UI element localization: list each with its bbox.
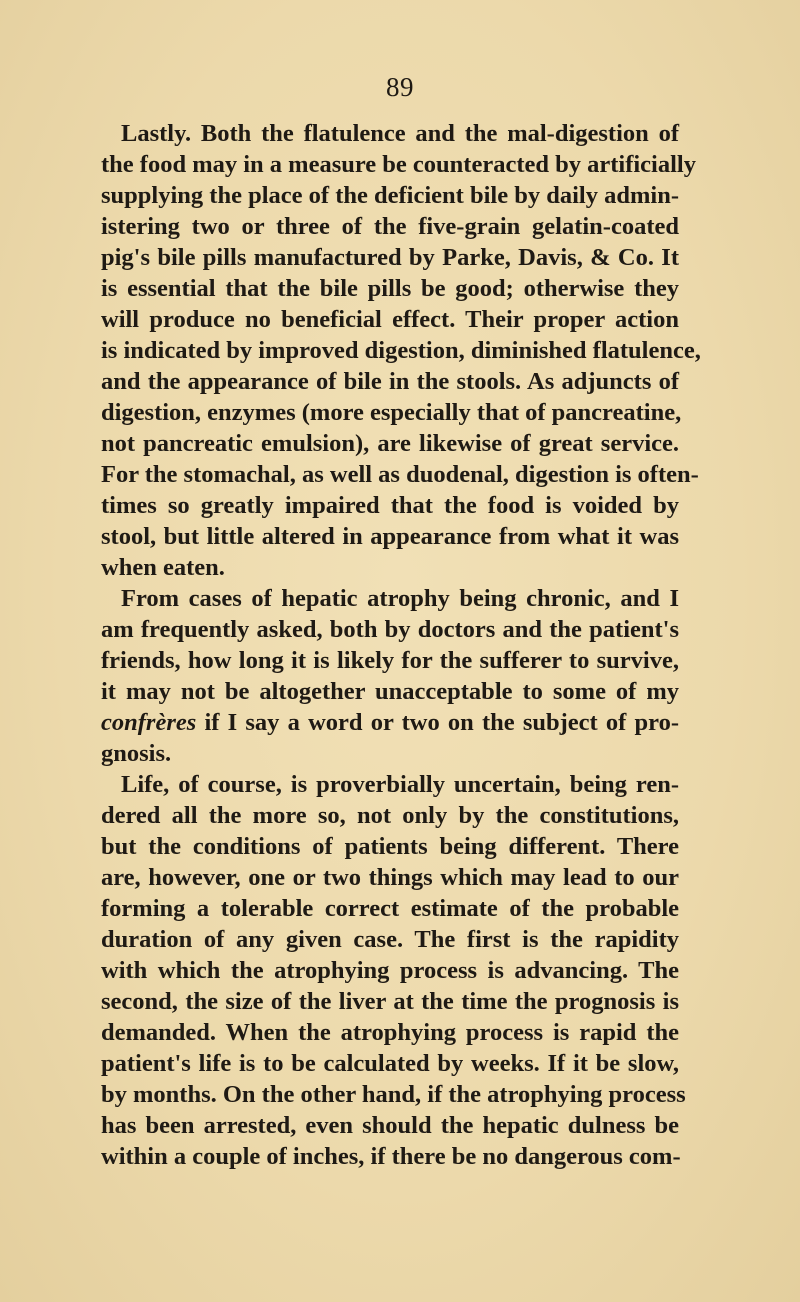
text-line: second, the size of the liver at the time the prognosis is (101, 988, 679, 1015)
text-line: stool, but little altered in appearance from what it was (101, 523, 679, 550)
text-line: is indicated by improved digestion, diminished flatulence, (101, 337, 701, 364)
text-line: is essential that the bile pills be good; otherwise they (101, 275, 679, 302)
text-line: by months. On the other hand, if the atrophying process (101, 1081, 686, 1108)
page-number: 89 (386, 72, 414, 102)
text-line: gnosis. (101, 740, 172, 767)
text-line: within a couple of inches, if there be no dangerous com- (101, 1143, 681, 1170)
text-line: friends, how long it is likely for the sufferer to survive, (101, 647, 679, 674)
text-line: with which the atrophying process is advancing. The (101, 957, 679, 984)
text-line: Life, of course, is proverbially uncertain, being ren- (121, 771, 679, 798)
text-line: pig's bile pills manufactured by Parke, Davis, & Co. It (101, 244, 679, 271)
italic-word: confrères (101, 709, 197, 736)
text-line: supplying the place of the deficient bile by daily admin- (101, 182, 679, 209)
body-text (101, 118, 701, 1172)
text-line: From cases of hepatic atrophy being chronic, and I (121, 585, 679, 612)
text-line: demanded. When the atrophying process is rapid the (101, 1019, 679, 1046)
text-line: has been arrested, even should the hepatic dulness be (101, 1112, 679, 1139)
text-line: am frequently asked, both by doctors and the patient's (101, 616, 679, 643)
text-line: patient's life is to be calculated by weeks. If it be slow, (101, 1050, 679, 1077)
text-line: not pancreatic emulsion), are likewise of great service. (101, 430, 679, 457)
text-line: Lastly. Both the flatulence and the mal-digestion of (121, 120, 679, 147)
text-line: but the conditions of patients being different. There (101, 833, 679, 860)
text-line (101, 707, 679, 738)
text-line: forming a tolerable correct estimate of the probable (101, 895, 679, 922)
text-line: and the appearance of bile in the stools. As adjuncts of (101, 368, 679, 395)
text-line: when eaten. (101, 554, 225, 581)
text-line: are, however, one or two things which may lead to our (101, 864, 679, 891)
text-line: For the stomachal, as well as duodenal, digestion is often- (101, 461, 699, 488)
text-line: digestion, enzymes (more especially that of pancreatine, (101, 399, 682, 426)
text-line: duration of any given case. The first is the rapidity (101, 926, 679, 953)
text-line: times so greatly impaired that the food is voided by (101, 492, 679, 519)
text-line: istering two or three of the five-grain gelatin-coated (101, 213, 679, 240)
text-line: the food may in a measure be counteracted by artificially (101, 151, 696, 178)
text-line: will produce no beneficial effect. Their proper action (101, 306, 679, 333)
text-line: dered all the more so, not only by the constitutions, (101, 802, 679, 829)
text-line-rest: if I say a word or two on the subject of pro- (196, 709, 679, 736)
text-line: it may not be altogether unacceptable to some of my (101, 678, 679, 705)
